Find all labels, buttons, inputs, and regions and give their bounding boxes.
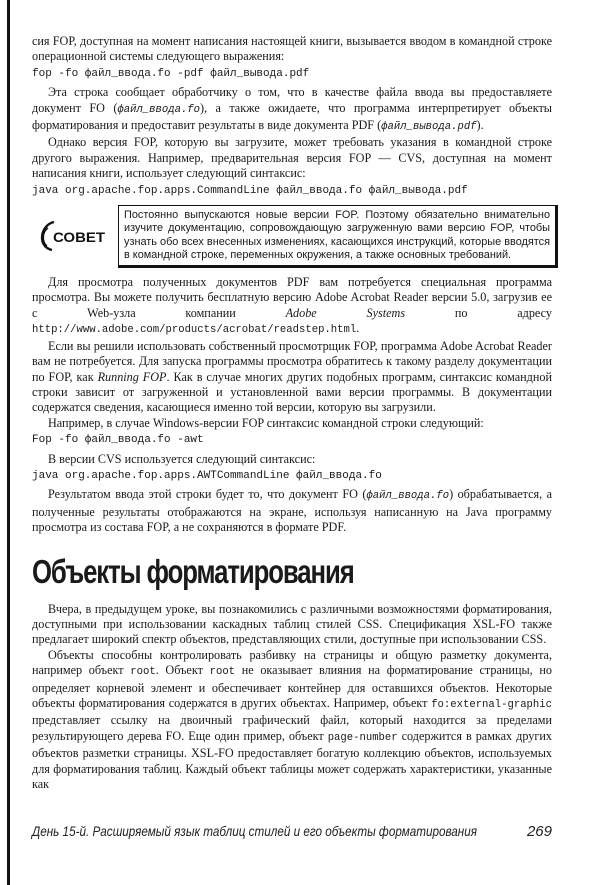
filename-input: файл_ввода.fo: [117, 103, 201, 116]
filename-output: файл_вывода.pdf: [381, 121, 477, 134]
section-heading: Объекты форматирования: [32, 552, 354, 590]
paragraph-pdf-viewer: Для просмотра полученных документов PDF вам потребуется специальная программа просмотра. Вы можете получить бесплатную версию Adobe Acrobat Reader версии 5.0, загрузив ее с Web-узла компании Adobe Systems по адресу http://www.adobe.com/products/acrobat/readstep.html.: [32, 275, 552, 337]
code-external-graphic: fo:external-graphic: [431, 699, 552, 711]
paragraph-fop-viewer: Если вы решили использовать собственный просмотрщик FOP, программа Adobe Acrobat Reader вам не потребуется. Для запуска программы просмотра обратитесь к такому разделу документации по FOP, как Running FOP. Как в случае многих других подобных программ, синтаксис командной строки зависит от загруженной и установленной вами версии программы. В документации содержатся сведения, касающиеся именно той версии, которую вы загрузили.: [32, 338, 552, 415]
code-cvs-command: java org.apache.fop.apps.CommandLine файл_ввода.fo файл_вывода.pdf: [32, 184, 468, 197]
filename-input-2: файл_ввода.fo: [366, 490, 450, 503]
paragraph-fop-intro: сия FOP, доступная на момент написания настоящей книги, вызывается вводом в командной строке операционной системы следующего выражения:: [32, 34, 552, 64]
tip-badge-label: СОВЕТ: [53, 229, 106, 246]
code-root-2: root: [209, 666, 236, 679]
page-body: [32, 34, 552, 792]
paragraph-formatting-intro: Вчера, в предыдущем уроке, вы познакомились с различными возможностями форматирования, доступными при использовании каскадных таблиц стилей CSS. Спецификация XSL-FO также предлагает широкий спектр объектов, представляющих стили, доступные при использовании CSS.: [32, 601, 552, 647]
paragraph-fop-explanation: Эта строка сообщает обработчику о том, что в качестве файла ввода вы предоставляете документ FO (файл_ввода.fo), а также ожидаете, что программа интерпретирует объекты форматирования и предоставит результаты в виде документа PDF (файл_вывода.pdf).: [32, 85, 552, 134]
doc-section-name: Running FOP: [97, 369, 167, 384]
code-windows-command: Fop -fo файл_ввода.fo -awt: [32, 434, 204, 447]
running-footer-title: День 15-й. Расширяемый язык таблиц стилей и его объекты форматирования: [32, 824, 477, 839]
binding-edge-rule: [7, 0, 10, 885]
paragraph-cvs-version: Однако версия FOP, которую вы загрузите, может требовать указания в командной строке другого выражения. Например, предварительная версия FOP — CVS, доступная на момент написания книги, использует следующий синтаксис:: [32, 135, 552, 181]
code-page-number: page-number: [327, 731, 398, 744]
code-root: root: [130, 666, 156, 679]
paragraph-cvs-syntax: В версии CVS используется следующий синтаксис:: [48, 451, 316, 466]
paragraph-awt-result: Результатом ввода этой строки будет то, что документ FO (файл_ввода.fo) обрабатывается, а полученные результаты отображаются на экране, используя написанную на Java программу просмотра из состава FOP, а не сохраняются в формате PDF.: [32, 487, 553, 535]
code-fop-command: fop -fo файл_ввода.fo -pdf файл_вывода.pdf: [32, 67, 310, 80]
download-url[interactable]: http://www.adobe.com/products/acrobat/readstep.html: [32, 324, 357, 337]
tip-callout: [32, 205, 552, 269]
page-number: 269: [526, 823, 552, 840]
company-name: Adobe Systems: [285, 305, 406, 320]
paragraph-windows-syntax: Например, в случае Windows-версии FOP синтаксис командной строки следующий:: [48, 415, 484, 430]
tip-text: Постоянно выпускаются новые версии FOP. Поэтому обязательно внимательно изучите документацию, сопровождающую загруженную вами версию FOP, чтобы узнать обо всех внесенных изменениях, касающихся инструкций, которые вводятся в командной строке, переменных окружения, а также основных требований.: [118, 205, 558, 268]
paragraph-formatting-objects: Объекты способны контролировать разбивку на страницы и общую разметку документа, например объект root. Объект root не оказывает влияния на форматирование страницы, но определяет корневой элемент и обеспечивает контейнер для оставшихся объектов. Некоторые объекты форматирования содержатся в других объектах. Например, объект fo:external-graphic представляет ссылку на двоичный графический файл, который находится за пределами результирующего дерева FO. Еще один пример, объект page-number содержится в рамках других объектов разметки страницы. XSL-FO предоставляет богатую коллекцию объектов, используемых для форматирования таблиц. Каждый объект таблицы может содержать характеристики, указанные как: [32, 647, 552, 792]
tip-badge-icon: [34, 219, 112, 253]
code-awt-command: java org.apache.fop.apps.AWTCommandLine файл_ввода.fo: [32, 469, 382, 482]
